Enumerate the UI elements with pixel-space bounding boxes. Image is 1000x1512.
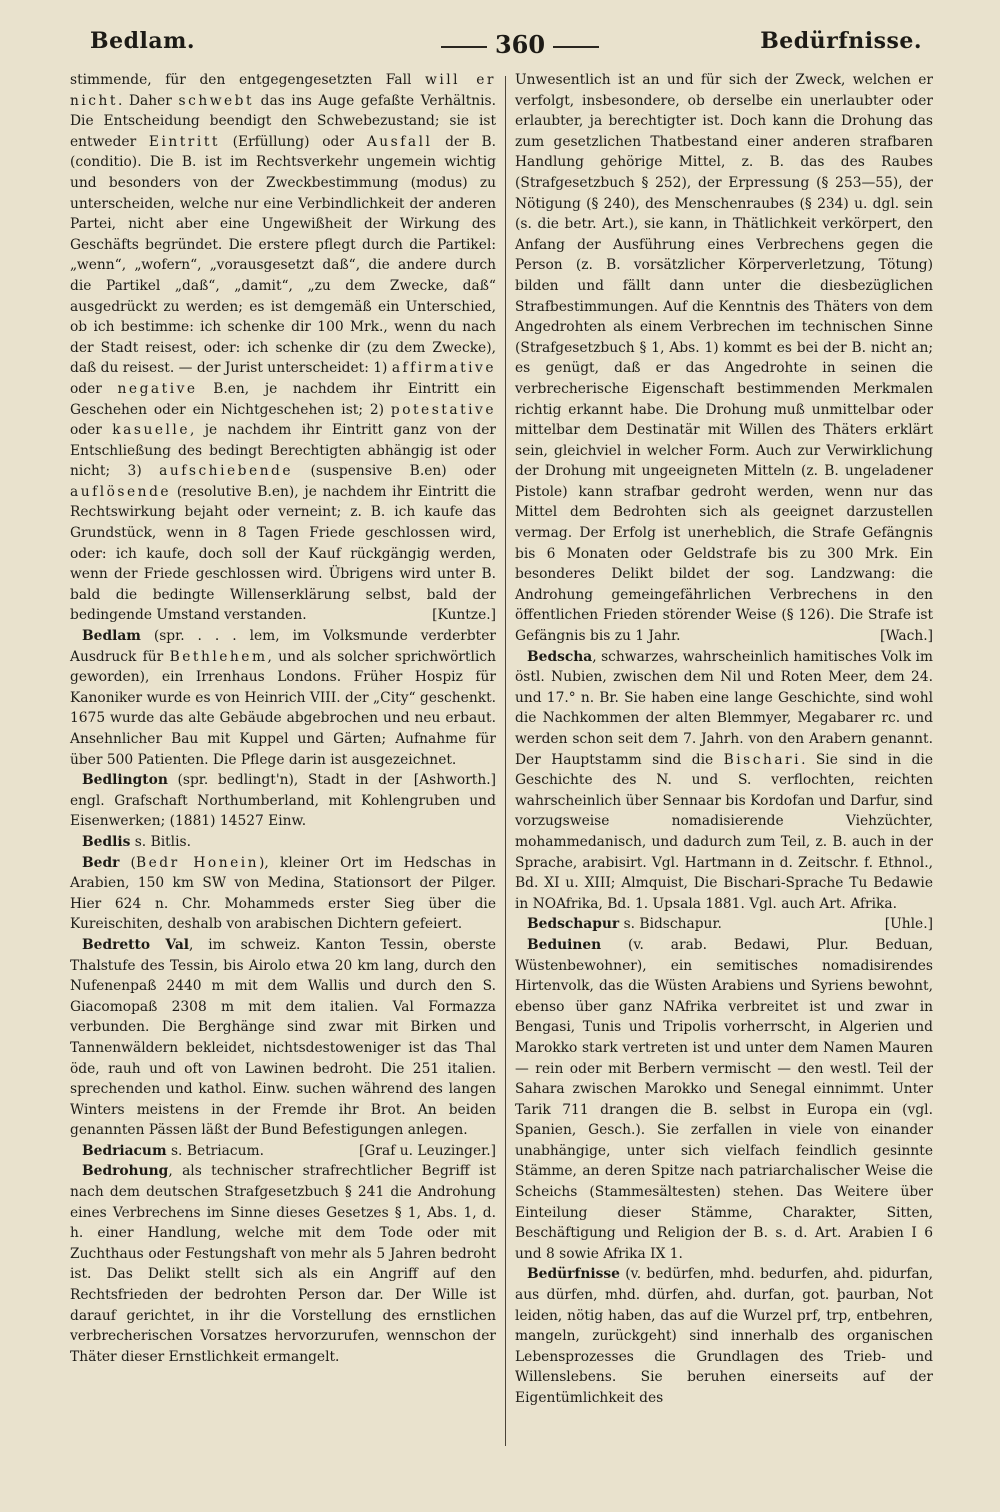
- entry-headword: Bedretto Val: [82, 936, 189, 953]
- continued-paragraph: [70, 70, 496, 626]
- spaced-term: potestative: [390, 401, 496, 418]
- entry-paragraph: [70, 832, 496, 853]
- spaced-term: affirmative: [391, 360, 496, 377]
- entry-text: , im schweiz. Kanton Tessin, oberste Thalstufe des Tessin, bis Airolo etwa 20 km lang, durch den Nufenenpaß 2440 m mit dem Wallis und durch den S. Giacomopaß 2308 m mit dem italien. Val Formazza verbunden. Die Berghänge sind zwar mit Birken und Tannenwäldern bekleidet, nichtsdestoweniger ist das Thal öde, rauh und oft von Lawinen bedroht. Die 251 italien. sprechenden und kathol. Einw. suchen während des langen Winters meistens in der Fremde ihr Brot. An beiden genannten Pässen läßt der Bund Befestigungen anlegen.: [70, 936, 496, 1139]
- entry-text: s. Bidschapur.: [619, 916, 722, 933]
- page-number: 360: [494, 30, 546, 59]
- entry-paragraph: [515, 935, 933, 1265]
- right-column: [515, 70, 933, 1409]
- entry-text: (spr. bedlingt'n), Stadt in der engl. Grafschaft Northumberland, mit Kohlengruben und Eisenwerken; (1881) 14527 Einw.: [70, 772, 496, 830]
- spaced-term: negative: [117, 380, 198, 397]
- entry-text: . Sie sind in die Geschichte des N. und S. verflochten, reichten wahrscheinlich über Sennaar bis Kordofan und Darfur, sind vorzugsweise nomadisierende Viehzüchter, mohammedanisch, und dadurch zum Teil, z. B. auch in der Sprache, arabisirt. Vgl. Hartmann in d. Zeitschr. f. Ethnol., Bd. XI u. XIII; Almquist, Die Bischari-Sprache Tu Bedawie in NOAfrika, Bd. 1. Upsala 1881. Vgl. auch Art. Afrika.: [515, 751, 933, 912]
- entry-text: , und als solcher sprichwörtlich geworden), ein Irrenhaus Londons. Früher Hospiz für Kanoniker wurde es von Heinrich VIII. der „City“ geschenkt. 1675 wurde das alte Gebäude abgebrochen und neu erbaut. Ansehnlicher Bau mit Kuppel und Gärten; Aufnahme für über 500 Patienten. Die Pflege darin ist ausgezeichnet.: [70, 648, 496, 768]
- column-divider: [505, 76, 506, 1446]
- entry-text: s. Bitlis.: [130, 833, 191, 850]
- entry-paragraph: [70, 1161, 496, 1367]
- entry-text: , als technischer strafrechtlicher Begriff ist nach dem deutschen Strafgesetzbuch § 241 die Androhung eines Verbrechens im Sinne dieses Gesetzes § 1, Abs. 1, d. h. einer Handlung, welche mit dem Tode oder mit Zuchthaus oder Festungshaft von mehr als 5 Jahren bedroht ist. Das Delikt stellt sich als ein Angriff auf den Rechtsfrieden der bedrohten Person dar. Der Wille ist darauf gerichtet, in ihr die Vorstellung des ernstlichen verbrecherischen Vorsatzes hervorzurufen, wennschon der Thäter dieser Ernstlichkeit ermangelt.: [70, 1163, 496, 1365]
- spaced-term: schwebt: [178, 92, 255, 109]
- page-number-block: [430, 30, 610, 59]
- page-number-rule-left: [441, 46, 487, 48]
- running-head: [0, 0, 1000, 80]
- entry-headword: Bedlis: [82, 833, 131, 850]
- entry-headword: Bedr: [82, 854, 120, 871]
- entry-text: der B. (conditio). Die B. ist im Rechtsverkehr ungemein wichtig und besonders von der Zweckbestimmung (modus) zu unterscheiden, welche nur eine Verbindlichkeit der anderen Partei, nicht aber eine Ungewißheit der Wirkung des Geschäfts begründet. Die erstere pflegt durch die Partikel: „wenn“, „wofern“, „vorausgesetzt daß“, die andere durch die Partikel „daß“, „damit“, „zu dem Zwecke, daß“ ausgedrückt zu werden; es ist demgemäß ein Unterschied, ob ich bestimme: ich schenke dir 100 Mrk., wenn du nach der Stadt reisest, oder: ich schenke dir (zu dem Zwecke), daß du reisest. — der Jurist unterscheidet: 1): [70, 133, 496, 377]
- entry-text: (resolutive B.en), je nachdem ihr Eintritt die Rechtswirkung bejaht oder verneint; z. B. ich kaufe das Grundstück, wenn in 8 Tagen Friede geschlossen wird, oder: ich kaufe, doch soll der Kauf rückgängig werden, wenn der Friede geschlossen wird. Übrigens wird unter B. bald die bedingte Willenserklärung selbst, bald der bedingende Umstand verstanden.: [70, 483, 496, 624]
- author-signature: [Graf u. Leuzinger.]: [359, 1142, 496, 1159]
- running-head-right: Bedürfnisse.: [760, 28, 922, 54]
- continued-text: [70, 70, 496, 626]
- entry-paragraph: [515, 914, 933, 935]
- running-head-left: Bedlam.: [90, 28, 196, 54]
- continued-text: [515, 70, 933, 647]
- entry-text: . Daher: [117, 92, 179, 109]
- entry-bedlis: [70, 832, 496, 853]
- entry-bedschapur: [515, 914, 933, 935]
- entry-headword: Bedscha: [527, 648, 593, 665]
- entry-headword: Beduinen: [527, 936, 602, 953]
- entry-text: das ins Auge gefaßte Verhältnis. Die Entscheidung beendigt den Schwebezustand; sie ist entweder: [70, 92, 497, 150]
- entry-text: (Erfüllung) oder: [219, 133, 367, 150]
- entry-text: B.en, je nachdem ihr Eintritt ein Geschehen oder ein Nichtgeschehen ist; 2): [70, 380, 496, 418]
- spaced-term: Bedr Honein: [135, 854, 260, 871]
- entry-headword: Bedschapur: [527, 916, 620, 933]
- entry-beduerfnisse: [515, 1264, 933, 1408]
- entry-headword: Bedrohung: [82, 1163, 169, 1180]
- entry-bedr: [70, 853, 496, 935]
- entry-text: , schwarzes, wahrscheinlich hamitisches Volk im östl. Nubien, zwischen dem Nil und Roten Meer, dem 24. und 17.° n. Br. Sie haben eine lange Geschichte, sind wohl die Nachkommen der alten Blemmyer, Megabarer rc. und werden schon seit dem 7. Jahrh. von den Arabern genannt. Der Hauptstamm sind die: [515, 648, 933, 768]
- entry-headword: Bedriacum: [82, 1142, 167, 1159]
- left-column: [70, 70, 496, 1367]
- entry-text: , je nachdem ihr Eintritt ganz von der Entschließung des bedingt Berechtigten abhängig ist oder nicht; 3): [70, 422, 496, 480]
- entry-bedrohung: [70, 1161, 496, 1367]
- entry-text: ), kleiner Ort im Hedschas in Arabien, 150 km SW von Medina, Stationsort der Pilger. Hier 624 n. Chr. Mohammeds erster Sieg über die Kureischiten, deshalb von arabischen Dichtern gefeiert.: [70, 854, 496, 933]
- entry-text: stimmende, für den entgegengesetzten Fall: [70, 72, 426, 88]
- entry-paragraph: [515, 1264, 933, 1408]
- entry-paragraph: [70, 853, 496, 935]
- entry-text: (v. arab. Bedawi, Plur. Beduan, Wüstenbewohner), ein semitisches nomadisirendes Hirtenvolk, das die Wüsten Arabiens und Syriens bewohnt, ebenso über ganz NAfrika verbreitet ist und zwar in Bengasi, Tunis und Tripolis vorherrscht, in Algerien und Marokko stark vertreten ist und unter dem Namen Mauren — rein oder mit Berbern vermischt — den westl. Teil der Sahara zwischen Marokko und Senegal einnimmt. Unter Tarik 711 drangen die B. selbst in Europa ein (vgl. Spanien, Gesch.). Sie zerfallen in viele von einander unabhängige, unter sich vielfach feindlich gesinnte Stämme, an deren Spitze nach patriarchalischer Weise die Scheichs (Stammesältesten) stehen. Das Weitere über Einteilung dieser Stämme, Charakter, Sitten, Beschäftigung und Religion der B. s. d. Art. Arabien I 6 und 8 sowie Afrika IX 1.: [515, 936, 933, 1262]
- spaced-term: Eintritt: [148, 133, 220, 150]
- spaced-term: will er nicht: [70, 72, 496, 109]
- entry-headword: Bedlington: [82, 772, 168, 789]
- entry-text: (: [119, 854, 136, 871]
- entry-text: Unwesentlich ist an und für sich der Zweck, welchen er verfolgt, insbesondere, ob derselbe ein unerlaubter oder erlaubter, ja berechtigter ist. Doch kann die Drohung das zum gesetzlichen Thatbestand einer anderen strafbaren Handlung gehörige Mittel, z. B. das des Raubes (Strafgesetzbuch § 252), der Erpressung (§ 253—55), der Nötigung (§ 240), des Menschenraubes (§ 234) u. dgl. sein (s. die betr. Art.), sie kann, in Thätlichkeit verkörpert, den Anfang der Ausführung eines Verbrechens gegen die Person (z. B. vorsätzlicher Körperverletzung, Tötung) bilden und fällt dann unter die diesbezüglichen Strafbestimmungen. Auf die Kenntnis des Thäters von dem Angedrohten als einem Verbrechen im technischen Sinne (Strafgesetzbuch § 1, Abs. 1) kommt es bei der B. nicht an; es genügt, daß er das Angedrohte in seinen die verbrecherische Eigenschaft bestimmenden Merkmalen richtig erkannt habe. Die Drohung muß unmittelbar oder mittelbar dem Destinatär mit Willen des Thäters erklärt sein, gleichviel in welcher Form. Auch zur Verwirklichung der Drohung mit ungeeigneten Mitteln (z. B. ungeladener Pistole) kann strafbar gedroht werden, wenn nur das Mittel dem Bedrohten sich als geeignet darzustellen vermag. Der Erfolg ist unerheblich, die Strafe Gefängnis bis 6 Monaten oder Geldstrafe bis zu 300 Mrk. Ein besonderes Delikt bildet der sog. Landzwang: die Androhung gemeingefährlichen Verbrechens in den öffentlichen Frieden störender Weise (§ 126). Die Strafe ist Gefängnis bis zu 1 Jahr.: [515, 72, 933, 645]
- entry-headword: Bedlam: [82, 628, 141, 645]
- entry-text: s. Betriacum.: [166, 1142, 264, 1159]
- author-signature: [Uhle.]: [884, 916, 933, 933]
- page-number-rule-right: [553, 46, 599, 48]
- spaced-term: auflösende: [70, 483, 172, 500]
- entry-text: oder: [70, 380, 118, 397]
- entry-beduinen: [515, 935, 933, 1265]
- author-signature: [Kuntze.]: [432, 607, 496, 624]
- entry-headword: Bedürfnisse: [527, 1266, 620, 1283]
- continued-paragraph: [515, 70, 933, 647]
- spaced-term: Ausfall: [366, 133, 433, 150]
- author-signature: [Wach.]: [880, 628, 933, 645]
- spaced-term: aufschiebende: [159, 463, 294, 480]
- spaced-term: Bischari: [723, 751, 802, 768]
- author-signature: [Ashworth.]: [413, 772, 496, 789]
- entry-text: (suspensive B.en) oder: [293, 463, 496, 480]
- entry-text: (v. bedürfen, mhd. bedurfen, ahd. pidurfan, aus dürfen, mhd. dürfen, ahd. durfan, got. þaurban, Not leiden, nötig haben, das auf die Wurzel prf, trp, entbehren, mangeln, zurückgeht) sind innerhalb des organischen Lebensprozesses die Grundlagen des Trieb- und Willenslebens. Sie beruhen einerseits auf der Eigentümlichkeit des: [515, 1266, 933, 1406]
- entry-text: (spr. . . . lem, im Volksmunde verderbter Ausdruck für: [70, 628, 496, 665]
- spaced-term: Bethlehem: [169, 648, 268, 665]
- spaced-term: kasuelle: [112, 422, 190, 439]
- entry-text: oder: [70, 422, 113, 439]
